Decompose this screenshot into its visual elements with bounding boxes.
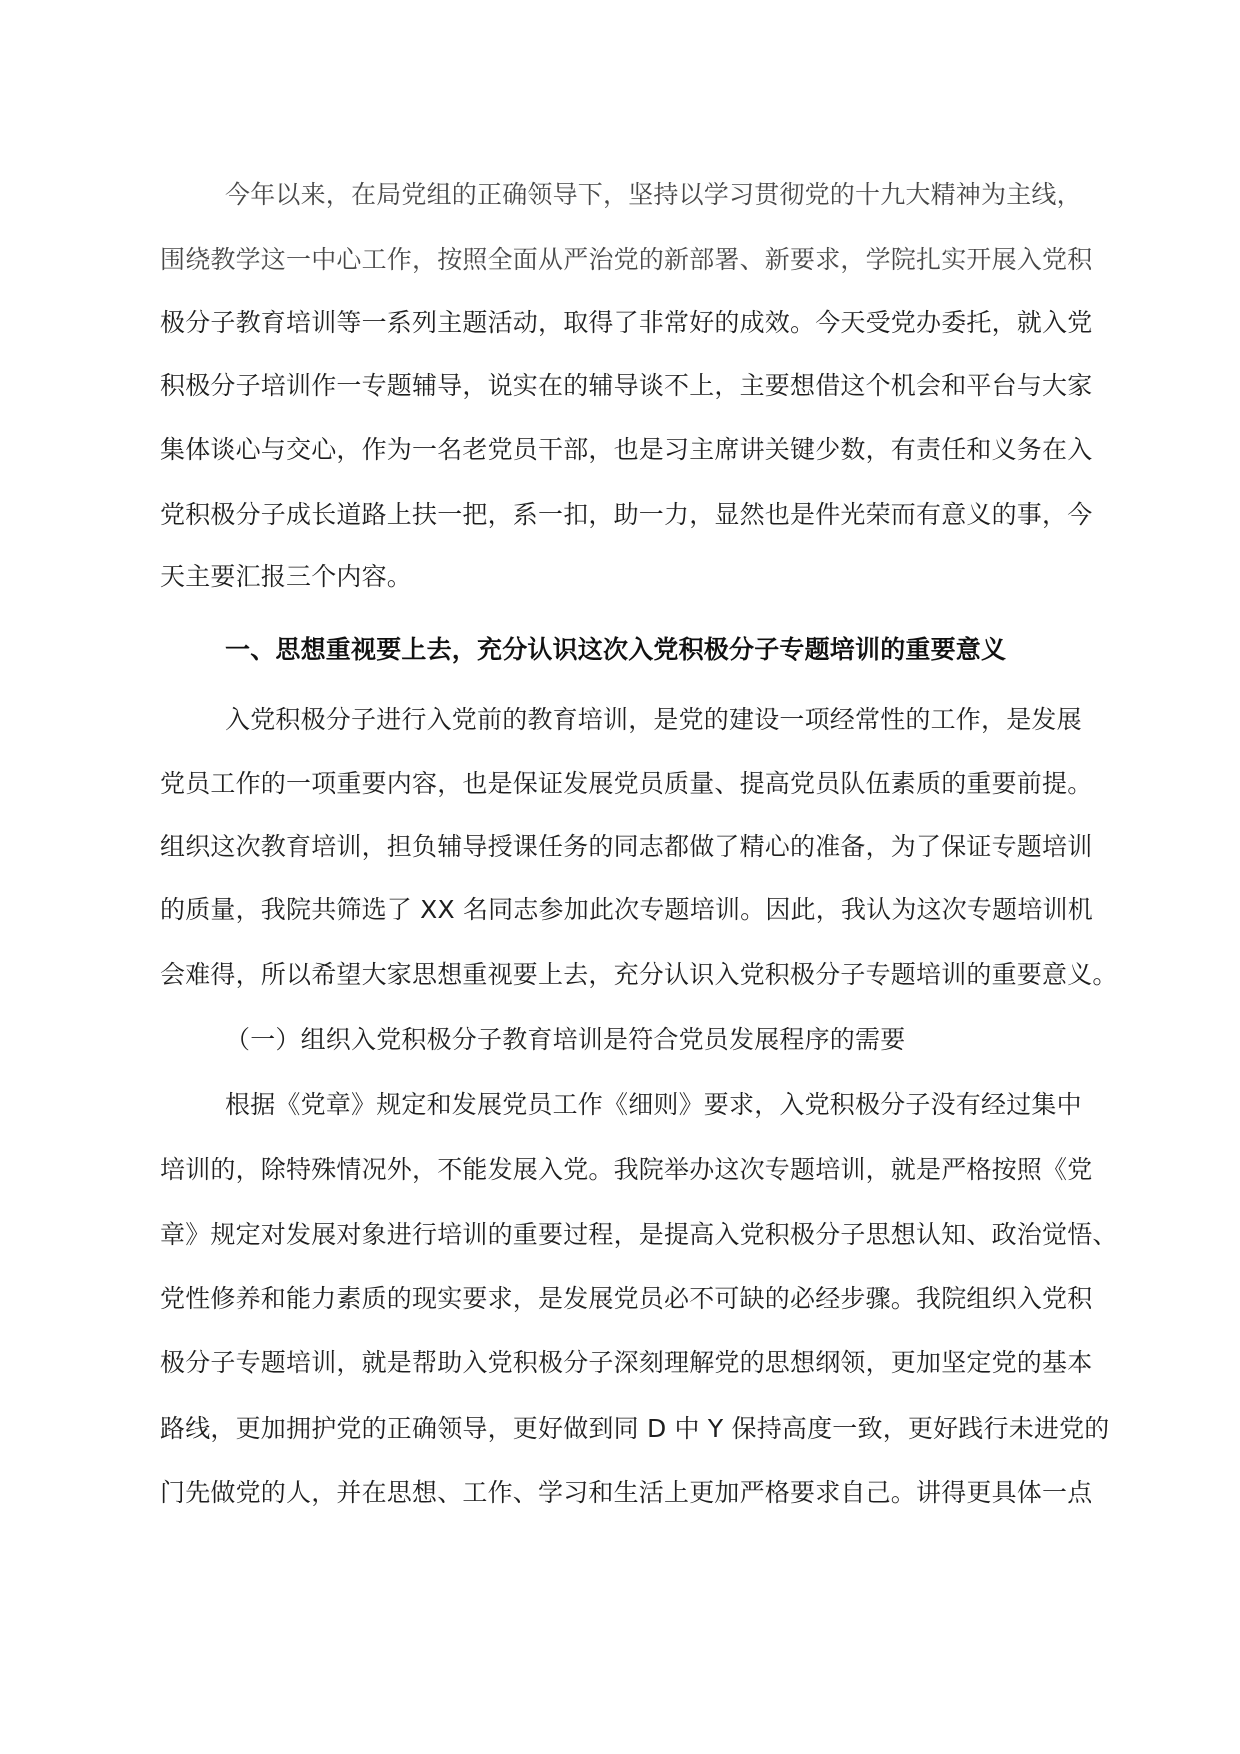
section-heading-1: 一、思想重视要上去，充分认识这次入党积极分子专题培训的重要意义 [225, 635, 1007, 664]
paragraph-3-line-2: 培训的，除特殊情况外，不能发展入党。我院举办这次专题培训，就是严格按照《党 [160, 1155, 1093, 1184]
paragraph-2-line-3: 组织这次教育培训，担负辅导授课任务的同志都做了精心的准备，为了保证专题培训 [160, 832, 1093, 861]
paragraph-1-line-2: 围绕教学这一中心工作，按照全面从严治党的新部署、新要求，学院扎实开展入党积 [160, 245, 1093, 274]
paragraph-1-line-7: 天主要汇报三个内容。 [160, 562, 413, 591]
paragraph-3-line-1: 根据《党章》规定和发展党员工作《细则》要求，入党积极分子没有经过集中 [225, 1090, 1082, 1119]
paragraph-3-line-6: 路线，更加拥护党的正确领导，更好做到同 D 中 Y 保持高度一致，更好践行未进党的 [160, 1414, 1110, 1443]
paragraph-2-line-4: 的质量，我院共筛选了 XX 名同志参加此次专题培训。因此，我认为这次专题培训机 [160, 895, 1093, 924]
subsection-heading-1: （一）组织入党积极分子教育培训是符合党员发展程序的需要 [225, 1025, 906, 1054]
paragraph-3-line-7: 门先做党的人，并在思想、工作、学习和生活上更加严格要求自己。讲得更具体一点 [160, 1478, 1093, 1507]
paragraph-1-line-5: 集体谈心与交心，作为一名老党员干部，也是习主席讲关键少数，有责任和义务在入 [160, 435, 1093, 464]
paragraph-2-line-5: 会难得，所以希望大家思想重视要上去，充分认识入党积极分子专题培训的重要意义。 [160, 960, 1118, 989]
paragraph-3-line-5: 极分子专题培训，就是帮助入党积极分子深刻理解党的思想纲领，更加坚定党的基本 [160, 1348, 1093, 1377]
paragraph-2-line-2: 党员工作的一项重要内容，也是保证发展党员质量、提高党员队伍素质的重要前提。 [160, 769, 1093, 798]
paragraph-2-line-1: 入党积极分子进行入党前的教育培训，是党的建设一项经常性的工作，是发展 [225, 705, 1082, 734]
paragraph-1-line-3: 极分子教育培训等一系列主题活动，取得了非常好的成效。今天受党办委托，就入党 [160, 308, 1093, 337]
paragraph-3-line-3: 章》规定对发展对象进行培训的重要过程，是提高入党积极分子思想认知、政治觉悟、 [160, 1220, 1118, 1249]
paragraph-1-line-1: 今年以来，在局党组的正确领导下，坚持以学习贯彻党的十九大精神为主线， [225, 180, 1082, 209]
paragraph-1-line-6: 党积极分子成长道路上扶一把，系一扣，助一力，显然也是件光荣而有意义的事，今 [160, 500, 1093, 529]
paragraph-1-line-4: 积极分子培训作一专题辅导，说实在的辅导谈不上，主要想借这个机会和平台与大家 [160, 371, 1093, 400]
paragraph-3-line-4: 党性修养和能力素质的现实要求，是发展党员必不可缺的必经步骤。我院组织入党积 [160, 1284, 1093, 1313]
